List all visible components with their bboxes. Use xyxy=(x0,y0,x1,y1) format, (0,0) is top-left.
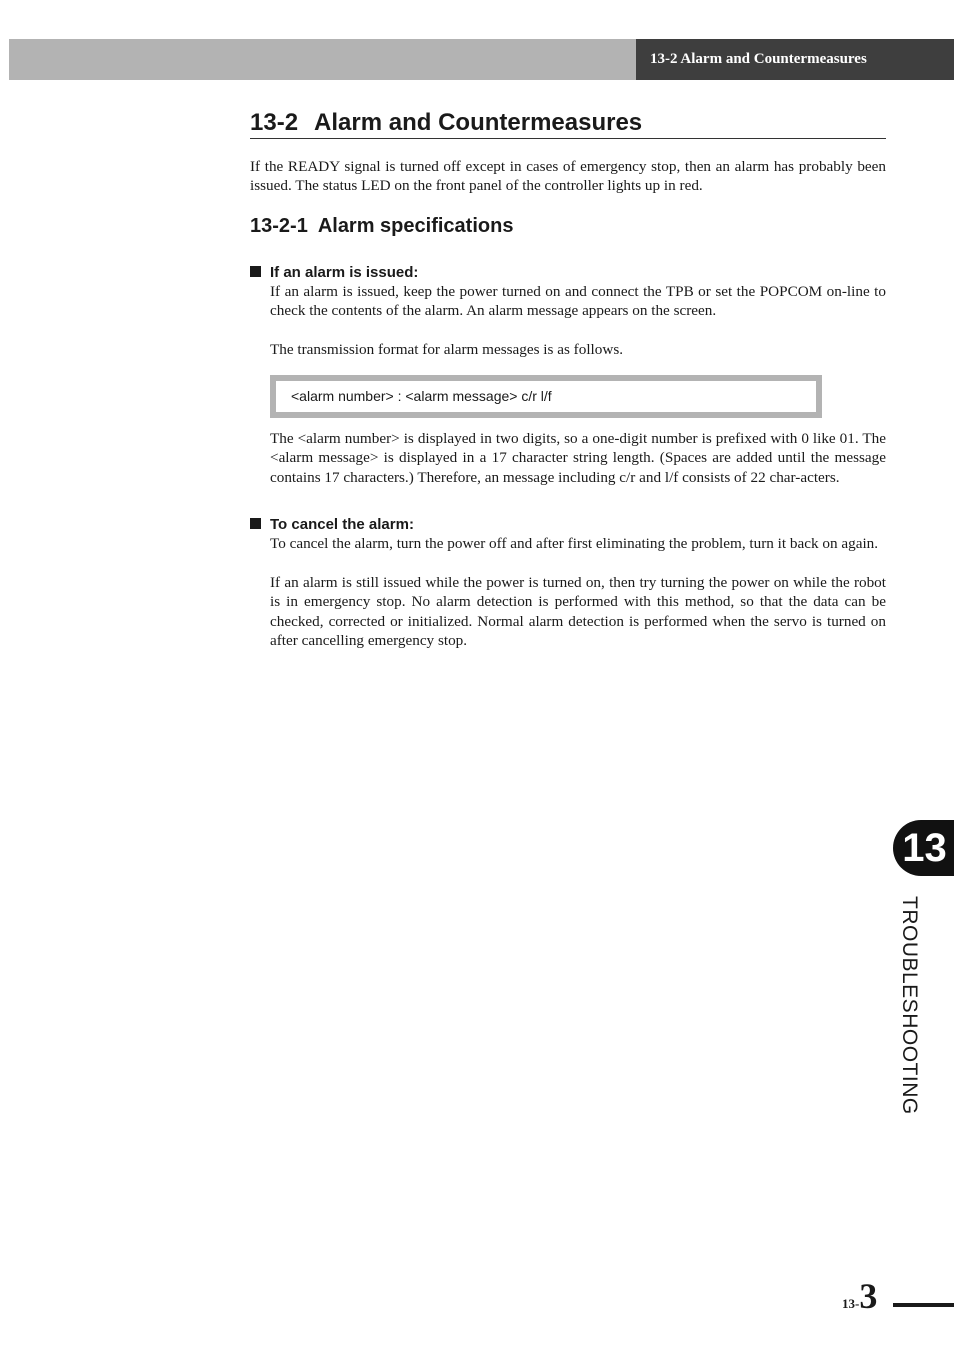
issued-paragraph-2: The transmission format for alarm messages is as follows. xyxy=(270,341,624,358)
subsection-title-text: Alarm specifications xyxy=(317,215,514,237)
format-text: <alarm number> : <alarm message> c/r l/f xyxy=(276,381,816,412)
header-section-tab: 13-2 Alarm and Countermeasures xyxy=(636,39,954,80)
cancel-heading-text: To cancel the alarm: xyxy=(270,516,414,533)
square-bullet-icon xyxy=(250,518,261,529)
square-bullet-icon xyxy=(250,266,261,277)
page-number-value: 3 xyxy=(859,1276,878,1316)
page-rule xyxy=(893,1303,954,1307)
subsection-number: 13-2-1 xyxy=(250,215,308,237)
subsection-title xyxy=(250,212,513,240)
format-box xyxy=(270,375,822,418)
chapter-number-tab: 13 xyxy=(893,820,954,876)
chapter-side-label: TROUBLESHOOTING xyxy=(898,896,921,1115)
issued-heading-text: If an alarm is issued: xyxy=(270,264,419,281)
cancel-paragraph-1: To cancel the alarm, turn the power off and after first eliminating the problem, turn it back on again. xyxy=(270,535,879,552)
issued-paragraph-1: If an alarm is issued, keep the power turned on and connect the TPB or set the POPCOM on-line to check the contents of the alarm. An alarm message appears on the screen. xyxy=(270,283,886,320)
cancel-paragraph-2: If an alarm is still issued while the power is turned on, then try turning the power on while the robot is in emergency stop. No alarm detection is performed with this method, so that the data can be checked, corrected or initialized. Normal alarm detection is performed when the servo is turned on after cancelling emergency stop. xyxy=(270,574,886,649)
section-number: 13-2 xyxy=(250,109,299,136)
page-prefix: 13- xyxy=(842,1296,860,1311)
section-title-text: Alarm and Countermeasures xyxy=(314,109,643,136)
section-title xyxy=(250,108,886,139)
intro-paragraph: If the READY signal is turned off except in cases of emergency stop, then an alarm has probably been issued. The status LED on the front panel of the controller lights up in red. xyxy=(250,158,886,195)
cancel-heading xyxy=(250,516,414,534)
issued-heading xyxy=(250,264,418,282)
page-number xyxy=(842,1276,877,1316)
issued-paragraph-3: The <alarm number> is displayed in two digits, so a one-digit number is prefixed with 0 like 01. The <alarm message> is displayed in a 17 character string length. (Spaces are added until the message contains 17 characters.) Therefore, an message including c/r and l/f consists of 22 char-acters. xyxy=(270,430,886,486)
